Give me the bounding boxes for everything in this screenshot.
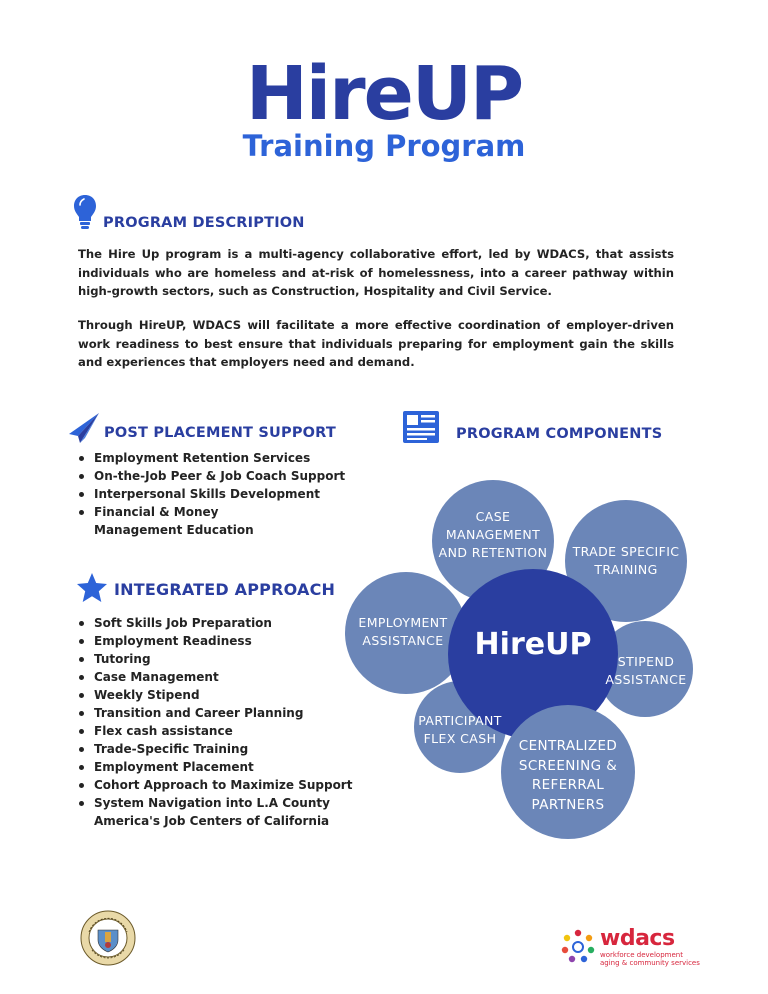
case-management-label: CASE MANAGEMENT AND RETENTION <box>438 509 548 560</box>
list-item: Employment Retention Services <box>77 449 377 467</box>
list-item: System Navigation into L.A County America's Job Centers of California <box>77 794 392 830</box>
list-item: On-the-Job Peer & Job Coach Support <box>77 467 377 485</box>
paper-plane-icon <box>68 412 100 444</box>
list-item: Trade-Specific Training <box>77 740 392 758</box>
list-item: Employment Placement <box>77 758 392 776</box>
list-item: Cohort Approach to Maximize Support <box>77 776 392 794</box>
employment-assistance-label: EMPLOYMENT ASSISTANCE <box>358 615 448 648</box>
list-item: Financial & Money Management Education <box>77 503 309 539</box>
program-description-paragraph-1: The Hire Up program is a multi-agency collaborative effort, led by WDACS, that assists individuals who are homeless and at-risk of homelessness, into a career pathway within high-growth sectors, such as Construction, Hospitality and Civil Service. <box>78 247 674 298</box>
program-description-paragraph-2: Through HireUP, WDACS will facilitate a more effective coordination of employer-driven work readiness to best ensure that individuals preparing for employment gain the skills and experiences that employers need and demand. <box>78 318 674 369</box>
post-placement-heading: POST PLACEMENT SUPPORT <box>104 425 336 441</box>
centralized-screening-label: CENTRALIZED SCREENING & REFERRAL PARTNERS <box>518 738 618 813</box>
wdacs-wordmark: wdacs <box>600 926 675 951</box>
integrated-approach-list <box>77 614 392 830</box>
list-item: Tutoring <box>77 650 392 668</box>
page-subtitle: Training Program <box>242 129 526 163</box>
list-item: Soft Skills Job Preparation <box>77 614 392 632</box>
trade-specific-label: TRADE SPECIFIC TRAINING <box>572 544 680 577</box>
list-item: Flex cash assistance <box>77 722 392 740</box>
list-item: Employment Readiness <box>77 632 392 650</box>
program-components-heading: PROGRAM COMPONENTS <box>456 426 663 442</box>
wdacs-people-logo-icon <box>559 927 597 965</box>
star-icon <box>76 572 108 604</box>
integrated-approach-heading: INTEGRATED APPROACH <box>114 580 336 599</box>
stipend-label: STIPEND ASSISTANCE <box>605 654 687 687</box>
program-description-heading: PROGRAM DESCRIPTION <box>103 215 305 231</box>
hub-label: HireUP <box>474 627 592 662</box>
wdacs-tagline-2: aging & community services <box>600 959 700 967</box>
wdacs-tagline-1: workforce development <box>600 951 683 959</box>
page-title: HireUP <box>245 51 523 137</box>
post-placement-list <box>77 449 377 539</box>
newspaper-icon <box>402 410 440 444</box>
county-seal-logo <box>80 910 136 966</box>
lightbulb-icon <box>72 193 98 231</box>
list-item: Case Management <box>77 668 392 686</box>
list-item: Weekly Stipend <box>77 686 392 704</box>
participant-flex-label: PARTICIPANT FLEX CASH <box>418 713 502 746</box>
list-item: Interpersonal Skills Development <box>77 485 377 503</box>
list-item: Transition and Career Planning <box>77 704 392 722</box>
